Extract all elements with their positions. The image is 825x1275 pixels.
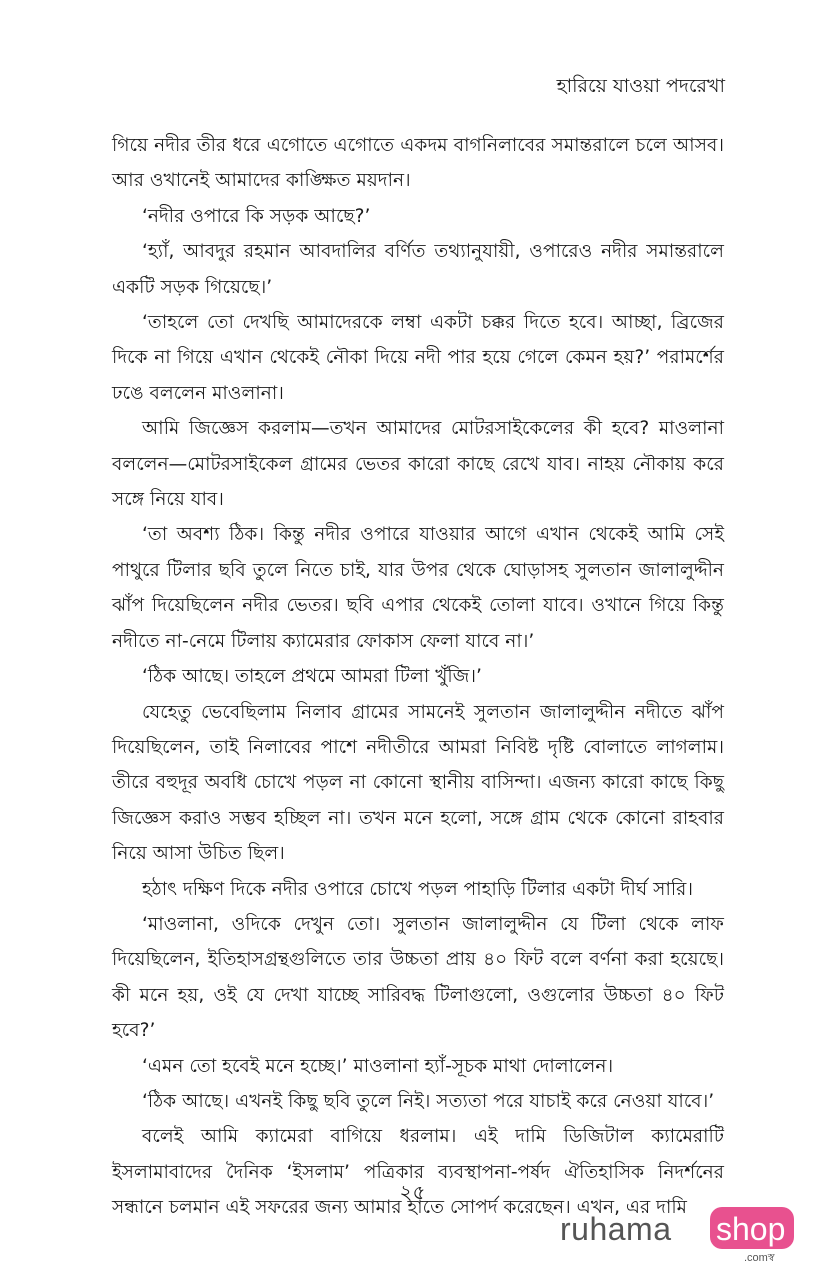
page-number: ২৫	[399, 1180, 426, 1204]
paragraph: যেহেতু ভেবেছিলাম নিলাব গ্রামের সামনেই সুলতান জালালুদ্দীন নদীতে ঝাঁপ দিয়েছিলেন, তাই নিলাবের পাশে নদীতীরে আমরা নিবিষ্ট দৃষ্টি বোলাতে লাগলাম। তীরে বহুদূর অবধি চোখে পড়ল না কোনো স্থানীয় বাসিন্দা। এজন্য কারো কাছে কিছু জিজ্ঞেস করাও সম্ভব হচ্ছিল না। তখন মনে হলো, সঙ্গে গ্রাম থেকে কোনো রাহবার নিয়ে আসা উচিত ছিল।	[112, 701, 724, 865]
paragraph: ‘এমন তো হবেই মনে হচ্ছে।’ মাওলানা হ্যাঁ-সূচক মাথা দোলালেন।	[142, 1055, 614, 1077]
logo-text-domain: .comস্ব	[744, 1252, 775, 1264]
paragraph: ‘তাহলে তো দেখছি আমাদেরকে লম্বা একটা চক্কর দিতে হবে। আচ্ছা, ব্রিজের দিকে না গিয়ে এখান থেকেই নৌকা দিয়ে নদী পার হয়ে গেলে কেমন হয়?’ পরামর্শের ঢঙে বললেন মাওলানা।	[112, 312, 724, 404]
paragraph: ‘তা অবশ্য ঠিক। কিন্তু নদীর ওপারে যাওয়ার আগে এখান থেকেই আমি সেই পাথুরে টিলার ছবি তুলে নিতে চাই, যার উপর থেকে ঘোড়াসহ সুলতান জালালুদ্দীন ঝাঁপ দিয়েছিলেন নদীর ভেতর। ছবি এপার থেকেই তোলা যাবে। ওখানে গিয়ে কিন্তু নদীতে না-নেমে টিলায় ক্যামেরার ফোকাস ফেলা যাবে না।’	[112, 524, 724, 652]
paragraph: ‘হ্যাঁ, আবদুর রহমান আবদালির বর্ণিত তথ্যানুযায়ী, ওপারেও নদীর সমান্তরালে একটি সড়ক গিয়েছে।’	[112, 241, 724, 298]
paragraph: ‘মাওলানা, ওদিকে দেখুন তো। সুলতান জালালুদ্দীন যে টিলা থেকে লাফ দিয়েছিলেন, ইতিহাসগ্রন্থগুলিতে তার উচ্চতা প্রায় ৪০ ফিট বলে বর্ণনা করা হয়েছে। কী মনে হয়, ওই যে দেখা যাচ্ছে সারিবদ্ধ টিলাগুলো, ওগুলোর উচ্চতা ৪০ ফিট হবে?’	[112, 913, 724, 1042]
paragraph: বলেই আমি ক্যামেরা বাগিয়ে ধরলাম। এই দামি ডিজিটাল ক্যামেরাটি ইসলামাবাদের দৈনিক ‘ইসলাম’ পত্রিকার ব্যবস্থাপনা-পর্ষদ ঐতিহাসিক নিদর্শনের সন্ধানে চলমান এই সফরের জন্য আমার হাতে সোপর্দ করেছেন। এখন, এর দামি	[112, 1126, 724, 1219]
logo-text-shop: shop	[716, 1211, 786, 1247]
paragraph: হঠাৎ দক্ষিণ দিকে নদীর ওপারে চোখে পড়ল পাহাড়ি টিলার একটা দীর্ঘ সারি।	[142, 878, 694, 900]
body-text	[112, 128, 724, 1226]
paragraph: আমি জিজ্ঞেস করলাম—তখন আমাদের মোটরসাইকেলের কী হবে? মাওলানা বললেন—মোটরসাইকেল গ্রামের ভেতর কারো কাছে রেখে যাব। নাহয় নৌকায় করে সঙ্গে নিয়ে যাব।	[112, 418, 724, 511]
paragraph: ‘ঠিক আছে। এখনই কিছু ছবি তুলে নিই। সত্যতা পরে যাচাই করে নেওয়া যাবে।’	[142, 1090, 715, 1112]
paragraph: গিয়ে নদীর তীর ধরে এগোতে এগোতে একদম বাগনিলাবের সমান্তরালে চলে আসব। আর ওখানেই আমাদের কাঙ্ক্ষিত ময়দান।	[112, 135, 724, 192]
paragraph: ‘ঠিক আছে। তাহলে প্রথমে আমরা টিলা খুঁজি।’	[142, 666, 482, 688]
paragraph: ‘নদীর ওপারে কি সড়ক আছে?’	[142, 205, 371, 227]
logo-text-ruhama: ruhama	[560, 1211, 672, 1247]
running-header: হারিয়ে যাওয়া পদরেখা	[556, 75, 725, 97]
ruhamashop-logo	[560, 1207, 786, 1267]
